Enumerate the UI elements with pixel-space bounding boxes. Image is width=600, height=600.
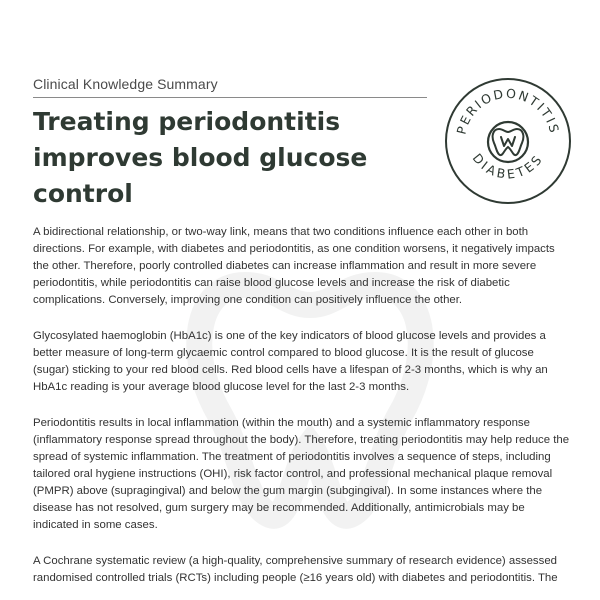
paragraph-bidirectional: A bidirectional relationship, or two-way link, means that two conditions influence each other in both directions. For example, with diabetes and periodontitis, as one condition worsens, it negatively impacts the other. Therefore, poorly controlled diabetes can increase inflammation and result in more severe periodontitis, while periodontitis can raise blood glucose levels and increase the risk of diabetic complications. Conversely, improving one condition can positively influence the other. <box>33 226 555 306</box>
header-divider <box>33 97 427 98</box>
periodontitis-diabetes-logo <box>443 76 573 206</box>
paragraph-treatment: Periodontitis results in local inflammation (within the mouth) and a systemic inflammatory response (inflammatory response spread throughout the body). Therefore, treating periodontitis may help reduce the spread of systemic inflammation. The treatment of periodontitis involves a sequence of steps, including tailored oral hygiene instructions (OHI), risk factor control, and professional mechanical plaque removal (PMPR) above (supragingival) and below the gum margin (subgingival). In some instances where the disease has not resolved, gum surgery may be recommended. Additionally, antimicrobials may be indicated in some cases. <box>33 417 570 531</box>
page-title: Treating periodontitis improves blood glucose control <box>33 107 368 208</box>
logo-top-text: PERIODONTITIS <box>453 85 563 136</box>
article-body <box>33 224 573 600</box>
paragraph-hba1c: Glycosylated haemoglobin (HbA1c) is one of the key indicators of blood glucose levels and provides a better measure of long-term glycaemic control compared to blood glucose. It is the result of glucose (sugar) sticking to your red blood cells. Red blood cells have a lifespan of 2-3 months, which is why an HbA1c reading is your average blood glucose level for the last 2-3 months. <box>33 330 548 393</box>
tooth-with-w-icon <box>488 122 528 162</box>
logo-bottom-text: DIABETES <box>469 150 547 182</box>
paragraph-cochrane: A Cochrane systematic review (a high-quality, comprehensive summary of research evidence) assessed randomised controlled trials (RCTs) including people (≥16 years old) with diabetes and periodontitis. The <box>33 555 558 584</box>
document-kicker: Clinical Knowledge Summary <box>33 76 218 92</box>
